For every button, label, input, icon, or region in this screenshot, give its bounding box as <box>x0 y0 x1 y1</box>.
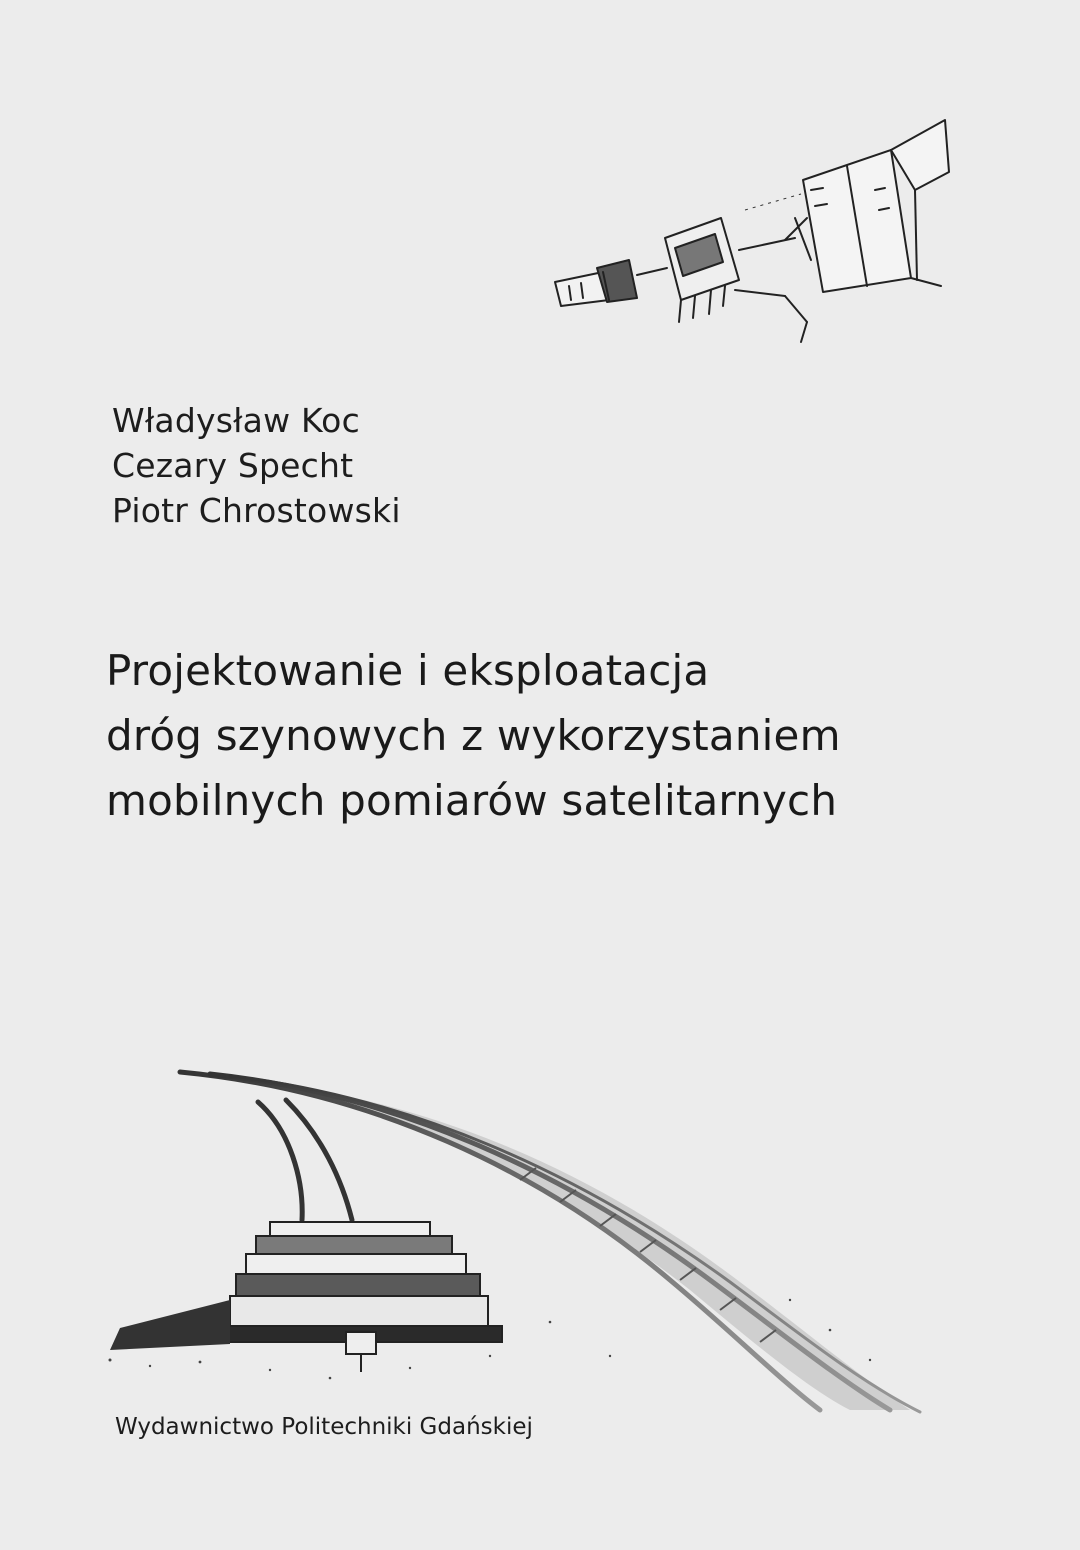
publisher-name: Wydawnictwo Politechniki Gdańskiej <box>115 1414 533 1440</box>
title-line: mobilnych pomiarów satelitarnych <box>106 776 838 825</box>
authors-block <box>112 398 401 533</box>
book-title <box>106 638 841 833</box>
satellite-illustration <box>545 110 965 350</box>
author-name: Cezary Specht <box>112 446 354 485</box>
author-name: Władysław Koc <box>112 401 360 440</box>
title-line: Projektowanie i eksploatacja <box>106 646 710 695</box>
railway-illustration <box>90 1060 950 1420</box>
author-name: Piotr Chrostowski <box>112 491 401 530</box>
title-line: dróg szynowych z wykorzystaniem <box>106 711 841 760</box>
